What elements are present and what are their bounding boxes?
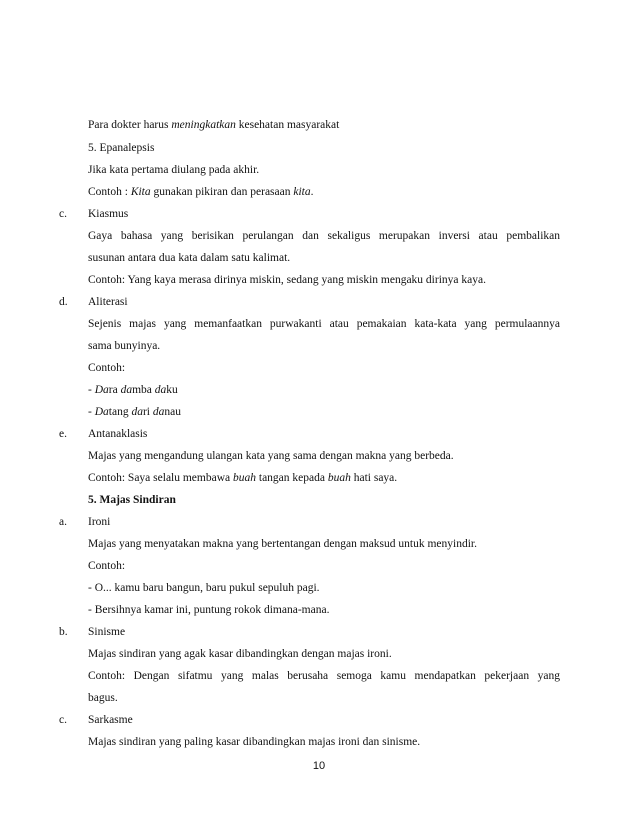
text: hati saya. bbox=[350, 472, 398, 484]
example-ironi-2: - Bersihnya kamar ini, puntung rokok dimana-mana. bbox=[88, 604, 330, 616]
term-antanaklasis: Antanaklasis bbox=[88, 428, 148, 440]
definition-ironi: Majas yang menyatakan makna yang bertentangan dengan maksud untuk menyindir. bbox=[88, 538, 477, 550]
text: kesehatan masyarakat bbox=[235, 119, 340, 131]
italic-syllable: da bbox=[131, 406, 143, 418]
term-aliterasi: Aliterasi bbox=[88, 296, 128, 308]
italic-syllable: da bbox=[120, 384, 133, 396]
example-sinisme-2: bagus. bbox=[88, 692, 118, 704]
text: nau bbox=[164, 406, 181, 418]
term-ironi: Ironi bbox=[88, 516, 111, 528]
definition-kiasmus-1: Gaya bahasa yang berisikan perulangan dan sekaligus merupakan inversi atau pembalikan bbox=[88, 230, 560, 242]
text: gunakan pikiran dan perasaan bbox=[150, 186, 294, 198]
list-label-b: b. bbox=[59, 626, 68, 638]
italic-syllable: Da bbox=[94, 384, 109, 396]
text: ku bbox=[166, 384, 178, 396]
text: tangan kepada bbox=[256, 472, 328, 484]
definition-sarkasme: Majas sindiran yang paling kasar dibandingkan majas ironi dan sinisme. bbox=[88, 736, 421, 748]
example-epanalepsis bbox=[88, 185, 313, 199]
example-sinisme-1: Contoh: Dengan sifatmu yang malas berusaha semoga kamu mendapatkan pekerjaan yang bbox=[88, 670, 560, 682]
text: tang bbox=[108, 406, 132, 418]
example-label: Contoh: bbox=[88, 362, 126, 374]
definition-aliterasi-2: sama bunyinya. bbox=[88, 340, 161, 352]
example-kiasmus: Contoh: Yang kaya merasa dirinya miskin, sedang yang miskin mengaku dirinya kaya. bbox=[88, 274, 486, 286]
section-heading: 5. Majas Sindiran bbox=[88, 494, 176, 506]
italic-word: kita bbox=[293, 186, 311, 198]
text: ri bbox=[142, 406, 153, 418]
text: ra bbox=[108, 384, 121, 396]
text: Contoh: Saya selalu membawa bbox=[88, 472, 233, 484]
definition-sinisme: Majas sindiran yang agak kasar dibandingkan dengan majas ironi. bbox=[88, 648, 392, 660]
example-aliterasi-1 bbox=[88, 383, 178, 397]
example-sentence bbox=[88, 118, 339, 132]
list-label-c2: c. bbox=[59, 714, 67, 726]
term-sarkasme: Sarkasme bbox=[88, 714, 133, 726]
dash: - bbox=[88, 406, 95, 418]
text: . bbox=[310, 186, 314, 198]
list-label-e: e. bbox=[59, 428, 67, 440]
page-number: 10 bbox=[312, 760, 326, 772]
italic-syllable: Da bbox=[94, 406, 109, 418]
italic-word: meningkatkan bbox=[171, 119, 236, 131]
term-sinisme: Sinisme bbox=[88, 626, 126, 638]
definition-kiasmus-2: susunan antara dua kata dalam satu kalimat. bbox=[88, 252, 291, 264]
text: Contoh : bbox=[88, 186, 131, 198]
dash: - bbox=[88, 384, 95, 396]
italic-word: buah bbox=[233, 472, 256, 484]
definition-epanalepsis: Jika kata pertama diulang pada akhir. bbox=[88, 164, 260, 176]
example-aliterasi-2 bbox=[88, 405, 181, 419]
example-antanaklasis bbox=[88, 471, 397, 485]
list-label-c: c. bbox=[59, 208, 67, 220]
subheading-epanalepsis: 5. Epanalepsis bbox=[88, 142, 155, 154]
example-label: Contoh: bbox=[88, 560, 126, 572]
italic-syllable: da bbox=[154, 384, 167, 396]
text: mba bbox=[132, 384, 155, 396]
definition-aliterasi-1: Sejenis majas yang memanfaatkan purwakanti atau pemakaian kata-kata yang permulaannya bbox=[88, 318, 560, 330]
italic-syllable: da bbox=[152, 406, 165, 418]
italic-word: buah bbox=[327, 472, 351, 484]
example-ironi-1: - O... kamu baru bangun, baru pukul sepuluh pagi. bbox=[88, 582, 320, 594]
list-label-d: d. bbox=[59, 296, 68, 308]
italic-word: Kita bbox=[130, 186, 151, 198]
list-label-a: a. bbox=[59, 516, 67, 528]
term-kiasmus: Kiasmus bbox=[88, 208, 129, 220]
definition-antanaklasis: Majas yang mengandung ulangan kata yang sama dengan makna yang berbeda. bbox=[88, 450, 454, 462]
text: Para dokter harus bbox=[88, 119, 172, 131]
